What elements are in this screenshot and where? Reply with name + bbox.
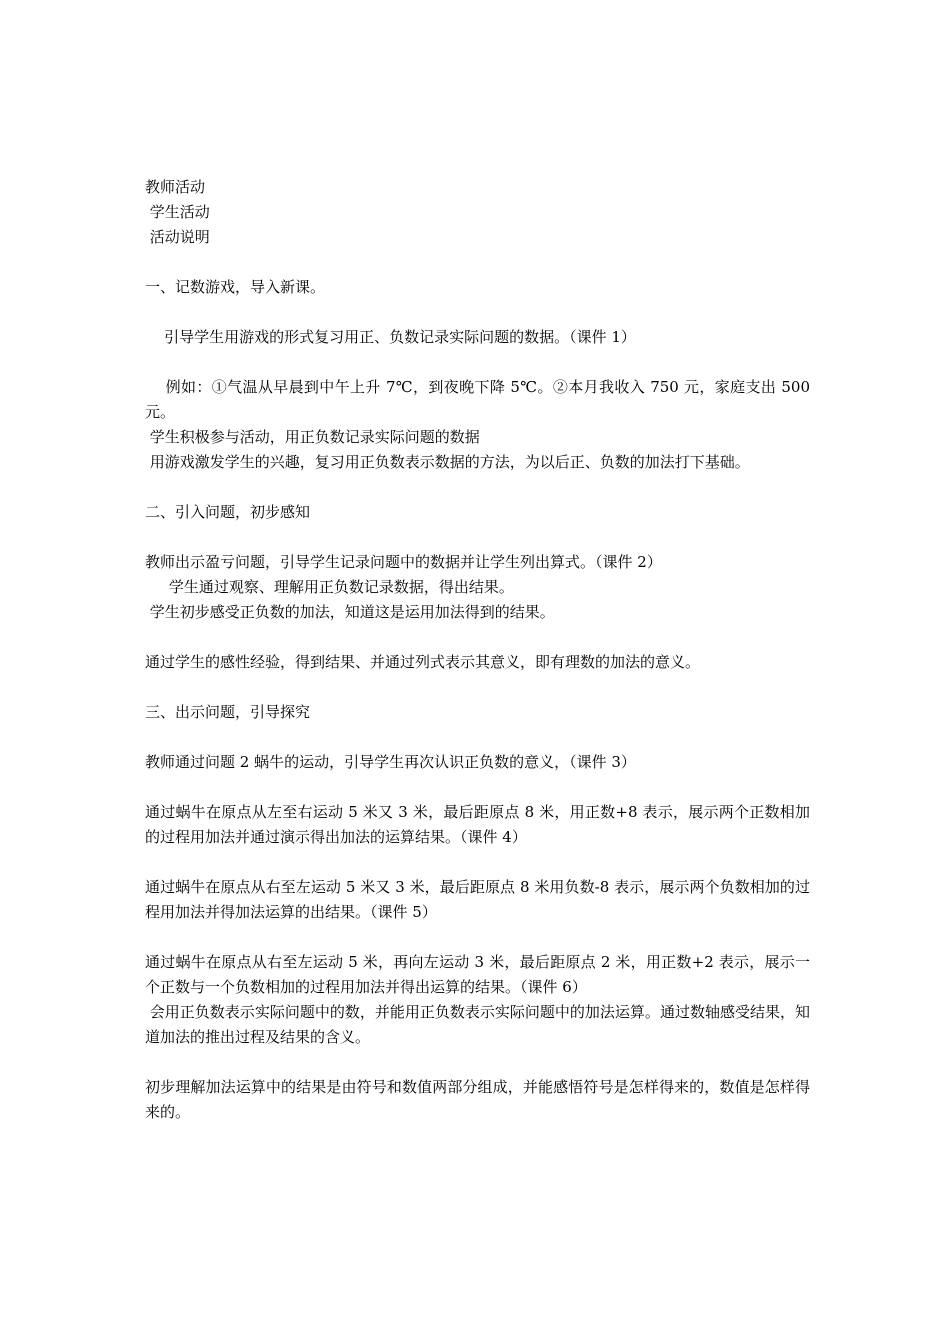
spacer <box>145 300 810 325</box>
header-teacher-activity: 教师活动 <box>145 178 206 196</box>
section2-student-text: 学生通过观察、理解用正负数记录数据，得出结果。 <box>145 578 514 596</box>
section2-note: 学生初步感受正负数的加法，知道这是运用加法得到的结果。 <box>145 603 555 621</box>
section2-summary: 通过学生的感性经验，得到结果、并通过列式表示其意义，即有理数的加法的意义。 <box>145 653 701 671</box>
section1-note: 用游戏激发学生的兴趣，复习用正负数表示数据的方法，为以后正、负数的加法打下基础。 <box>145 453 750 471</box>
spacer <box>145 850 810 875</box>
spacer <box>145 475 810 500</box>
spacer <box>145 675 810 700</box>
section1-title: 一、记数游戏，导入新课。 <box>145 278 326 296</box>
header-student-activity: 学生活动 <box>145 203 210 221</box>
document-page <box>145 175 815 1125</box>
section2-teacher-text: 教师出示盈亏问题，引导学生记录问题中的数据并让学生列出算式。（课件 2） <box>145 553 662 571</box>
section3-paragraph-2: 通过蜗牛在原点从左至右运动 5 米又 3 米，最后距原点 8 米，用正数+8 表示，展示两个正数相加的过程用加法并通过演示得出加法的运算结果。（课件 4） <box>145 803 810 846</box>
section2-title: 二、引入问题，初步感知 <box>145 503 311 521</box>
section3-student-text: 会用正负数表示实际问题中的数，并能用正负数表示实际问题中的加法运算。通过数轴感受结果，知道加法的推出过程及结果的含义。 <box>145 1003 810 1046</box>
spacer <box>145 350 810 375</box>
spacer <box>145 925 810 950</box>
spacer <box>145 1050 810 1075</box>
section1-teacher-text: 引导学生用游戏的形式复习用正、负数记录实际问题的数据。（课件 1） <box>145 328 636 346</box>
section3-paragraph-3: 通过蜗牛在原点从右至左运动 5 米又 3 米，最后距原点 8 米用负数-8 表示，展示两个负数相加的过程用加法并得加法运算的出结果。（课件 5） <box>145 878 810 921</box>
spacer <box>145 775 810 800</box>
spacer <box>145 525 810 550</box>
section3-title: 三、出示问题，引导探究 <box>145 703 311 721</box>
section1-example: 例如：①气温从早晨到中午上升 7℃，到夜晚下降 5℃。②本月我收入 750 元，家庭支出 500 元。 <box>145 378 815 421</box>
spacer <box>145 625 810 650</box>
section3-paragraph-1: 教师通过问题 2 蜗牛的运动，引导学生再次认识正负数的意义，（课件 3） <box>145 753 636 771</box>
section3-paragraph-4: 通过蜗牛在原点从右至左运动 5 米，再向左运动 3 米，最后距原点 2 米，用正数+2 表示，展示一个正数与一个负数相加的过程用加法并得出运算的结果。（课件 6） <box>145 953 810 996</box>
section1-student-text: 学生积极参与活动，用正负数记录实际问题的数据 <box>145 428 480 446</box>
spacer <box>145 725 810 750</box>
header-activity-notes: 活动说明 <box>145 228 210 246</box>
section3-note: 初步理解加法运算中的结果是由符号和数值两部分组成，并能感悟符号是怎样得来的，数值是怎样得来的。 <box>145 1078 810 1121</box>
spacer <box>145 250 810 275</box>
